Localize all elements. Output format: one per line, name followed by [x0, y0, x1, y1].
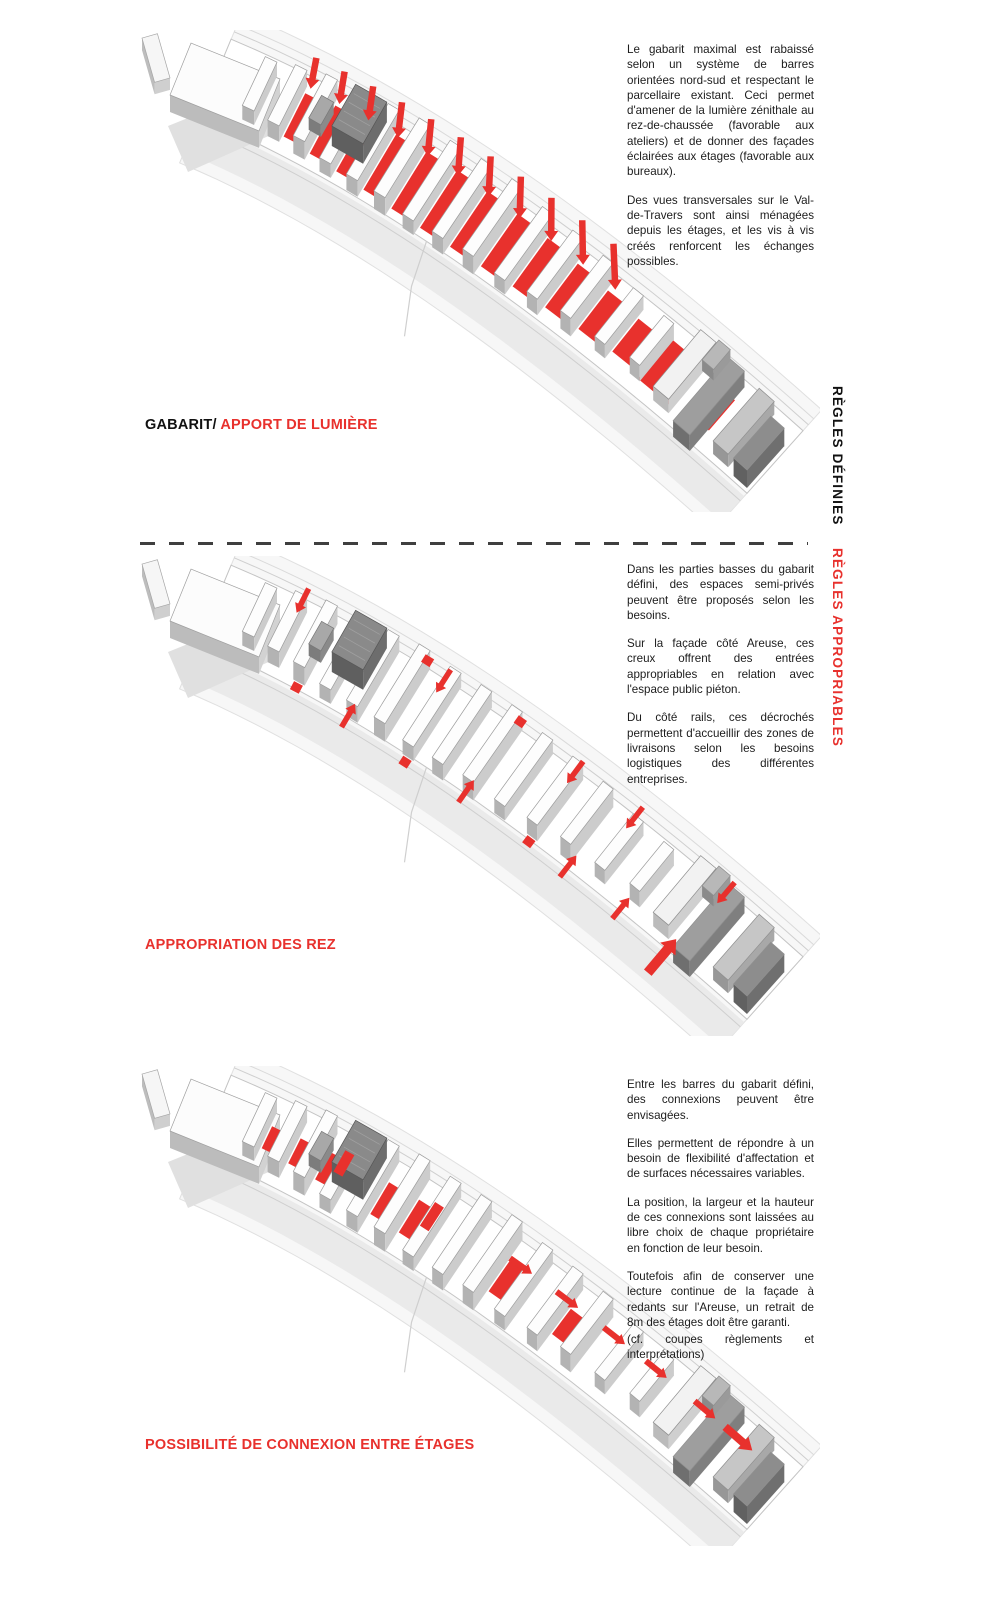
paragraph: Elles permettent de répondre à un besoin de flexibilité d'affectation et de surfaces nécessaires variables.: [627, 1136, 814, 1181]
paragraph: Entre les barres du gabarit défini, des connexions peuvent être envisagées.: [627, 1078, 814, 1122]
paragraph: Du côté rails, ces décrochés permettent d'accueillir des zones de livraisons selon les besoins logistiques des différentes entreprises.: [627, 711, 814, 786]
section-title-prefix: GABARIT/: [145, 417, 217, 433]
paragraph: (cf. coupes règlements et interprétations): [627, 1333, 814, 1362]
section-title-connexion: POSSIBILITÉ DE CONNEXION ENTRE ÉTAGES: [145, 1437, 475, 1453]
paragraph: Le gabarit maximal est rabaissé selon un système de barres orientées nord-sud et respectant le parcellaire existant. Ceci permet d'amener de la lumière zénithale au rez-de-chaussée (favorable aux ateliers) et de donner des façades éclairées aux étages (favorable aux bureaux).: [627, 43, 814, 179]
paragraph: La position, la largeur et la hauteur de ces connexions sont laissées au libre choix de chaque propriétaire en fonction de leur besoin.: [627, 1195, 814, 1255]
text-column-gabarit: [627, 42, 814, 282]
paragraph: Dans les parties basses du gabarit défini, des espaces semi-privés peuvent être proposés selon les besoins.: [627, 563, 814, 622]
dashed-divider: [140, 542, 808, 545]
section-title-rez: APPROPRIATION DES REZ: [145, 937, 336, 953]
section-title-main: APPORT DE LUMIÈRE: [216, 417, 378, 433]
text-column-rez: [627, 562, 814, 800]
paragraph: Sur la façade côté Areuse, ces creux offrent des entrées appropriables en relation avec l'espace public piéton.: [627, 637, 814, 697]
paragraph: Des vues transversales sur le Val-de-Travers sont ainsi ménagées depuis les étages, et les vis à vis créés renforcent les échanges possibles.: [627, 193, 814, 268]
paragraph: Toutefois afin de conserver une lecture continue de la façade à redants sur l'Areuse, un retrait de 8m des étages doit être garanti.: [627, 1269, 814, 1329]
section-title-gabarit: [145, 417, 378, 433]
text-column-connexion: [627, 1077, 814, 1376]
side-label-regles-definies: RÈGLES DÉFINIES: [830, 386, 845, 526]
side-label-regles-appropriables: RÈGLES APPROPRIABLES: [830, 548, 845, 748]
